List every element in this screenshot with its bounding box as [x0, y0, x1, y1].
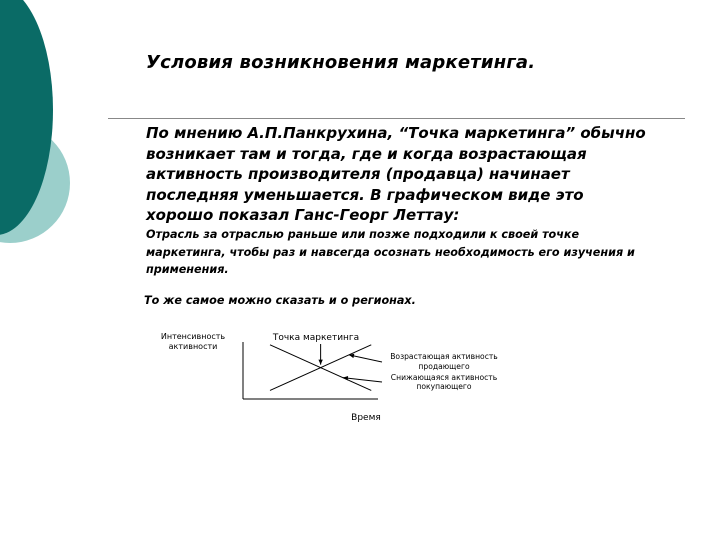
- decorative-circles: [0, 0, 90, 300]
- intro-line: хорошо показал Ганс-Георг Леттау:: [146, 206, 460, 224]
- title-divider: [108, 118, 685, 119]
- intro-line: активность производителя (продавца) начинает: [146, 165, 570, 183]
- series-legend-arrow: [349, 355, 382, 362]
- x-axis-label: Время: [351, 413, 381, 423]
- series-label-rising-line: продающего: [418, 362, 470, 371]
- intro-line: По мнению А.П.Панкрухина, “Точка маркетинга” обычно: [146, 124, 646, 142]
- y-axis-label-line: Интенсивность: [160, 332, 226, 341]
- series-label-falling-line: Снижающаяся активность: [390, 373, 498, 382]
- series-label-falling-line: покупающего: [416, 382, 472, 391]
- regions-note: То же самое можно сказать и о регионах.: [144, 294, 416, 307]
- series-label-rising-line: Возрастающая активность: [390, 352, 498, 361]
- intro-line: возникает там и тогда, где и когда возрастающая: [146, 144, 587, 163]
- industry-paragraph: [146, 226, 686, 279]
- marketing-point-chart: [150, 322, 530, 427]
- marketing-point-label: Точка маркетинга: [272, 333, 360, 343]
- y-axis-label-line: активности: [168, 342, 218, 351]
- intro-paragraph: [146, 123, 694, 226]
- industry-line: применения.: [146, 263, 229, 276]
- marketing-point-arrowhead: [318, 360, 322, 365]
- slide-title: Условия возникновения маркетинга.: [146, 52, 536, 73]
- intro-line: последняя уменьшается. В графическом виде это: [146, 185, 584, 204]
- industry-line: Отрасль за отраслью раньше или позже подходили к своей точке: [146, 228, 580, 241]
- industry-line: маркетинга, чтобы раз и навсегда осознать необходимость его изучения и: [146, 245, 635, 259]
